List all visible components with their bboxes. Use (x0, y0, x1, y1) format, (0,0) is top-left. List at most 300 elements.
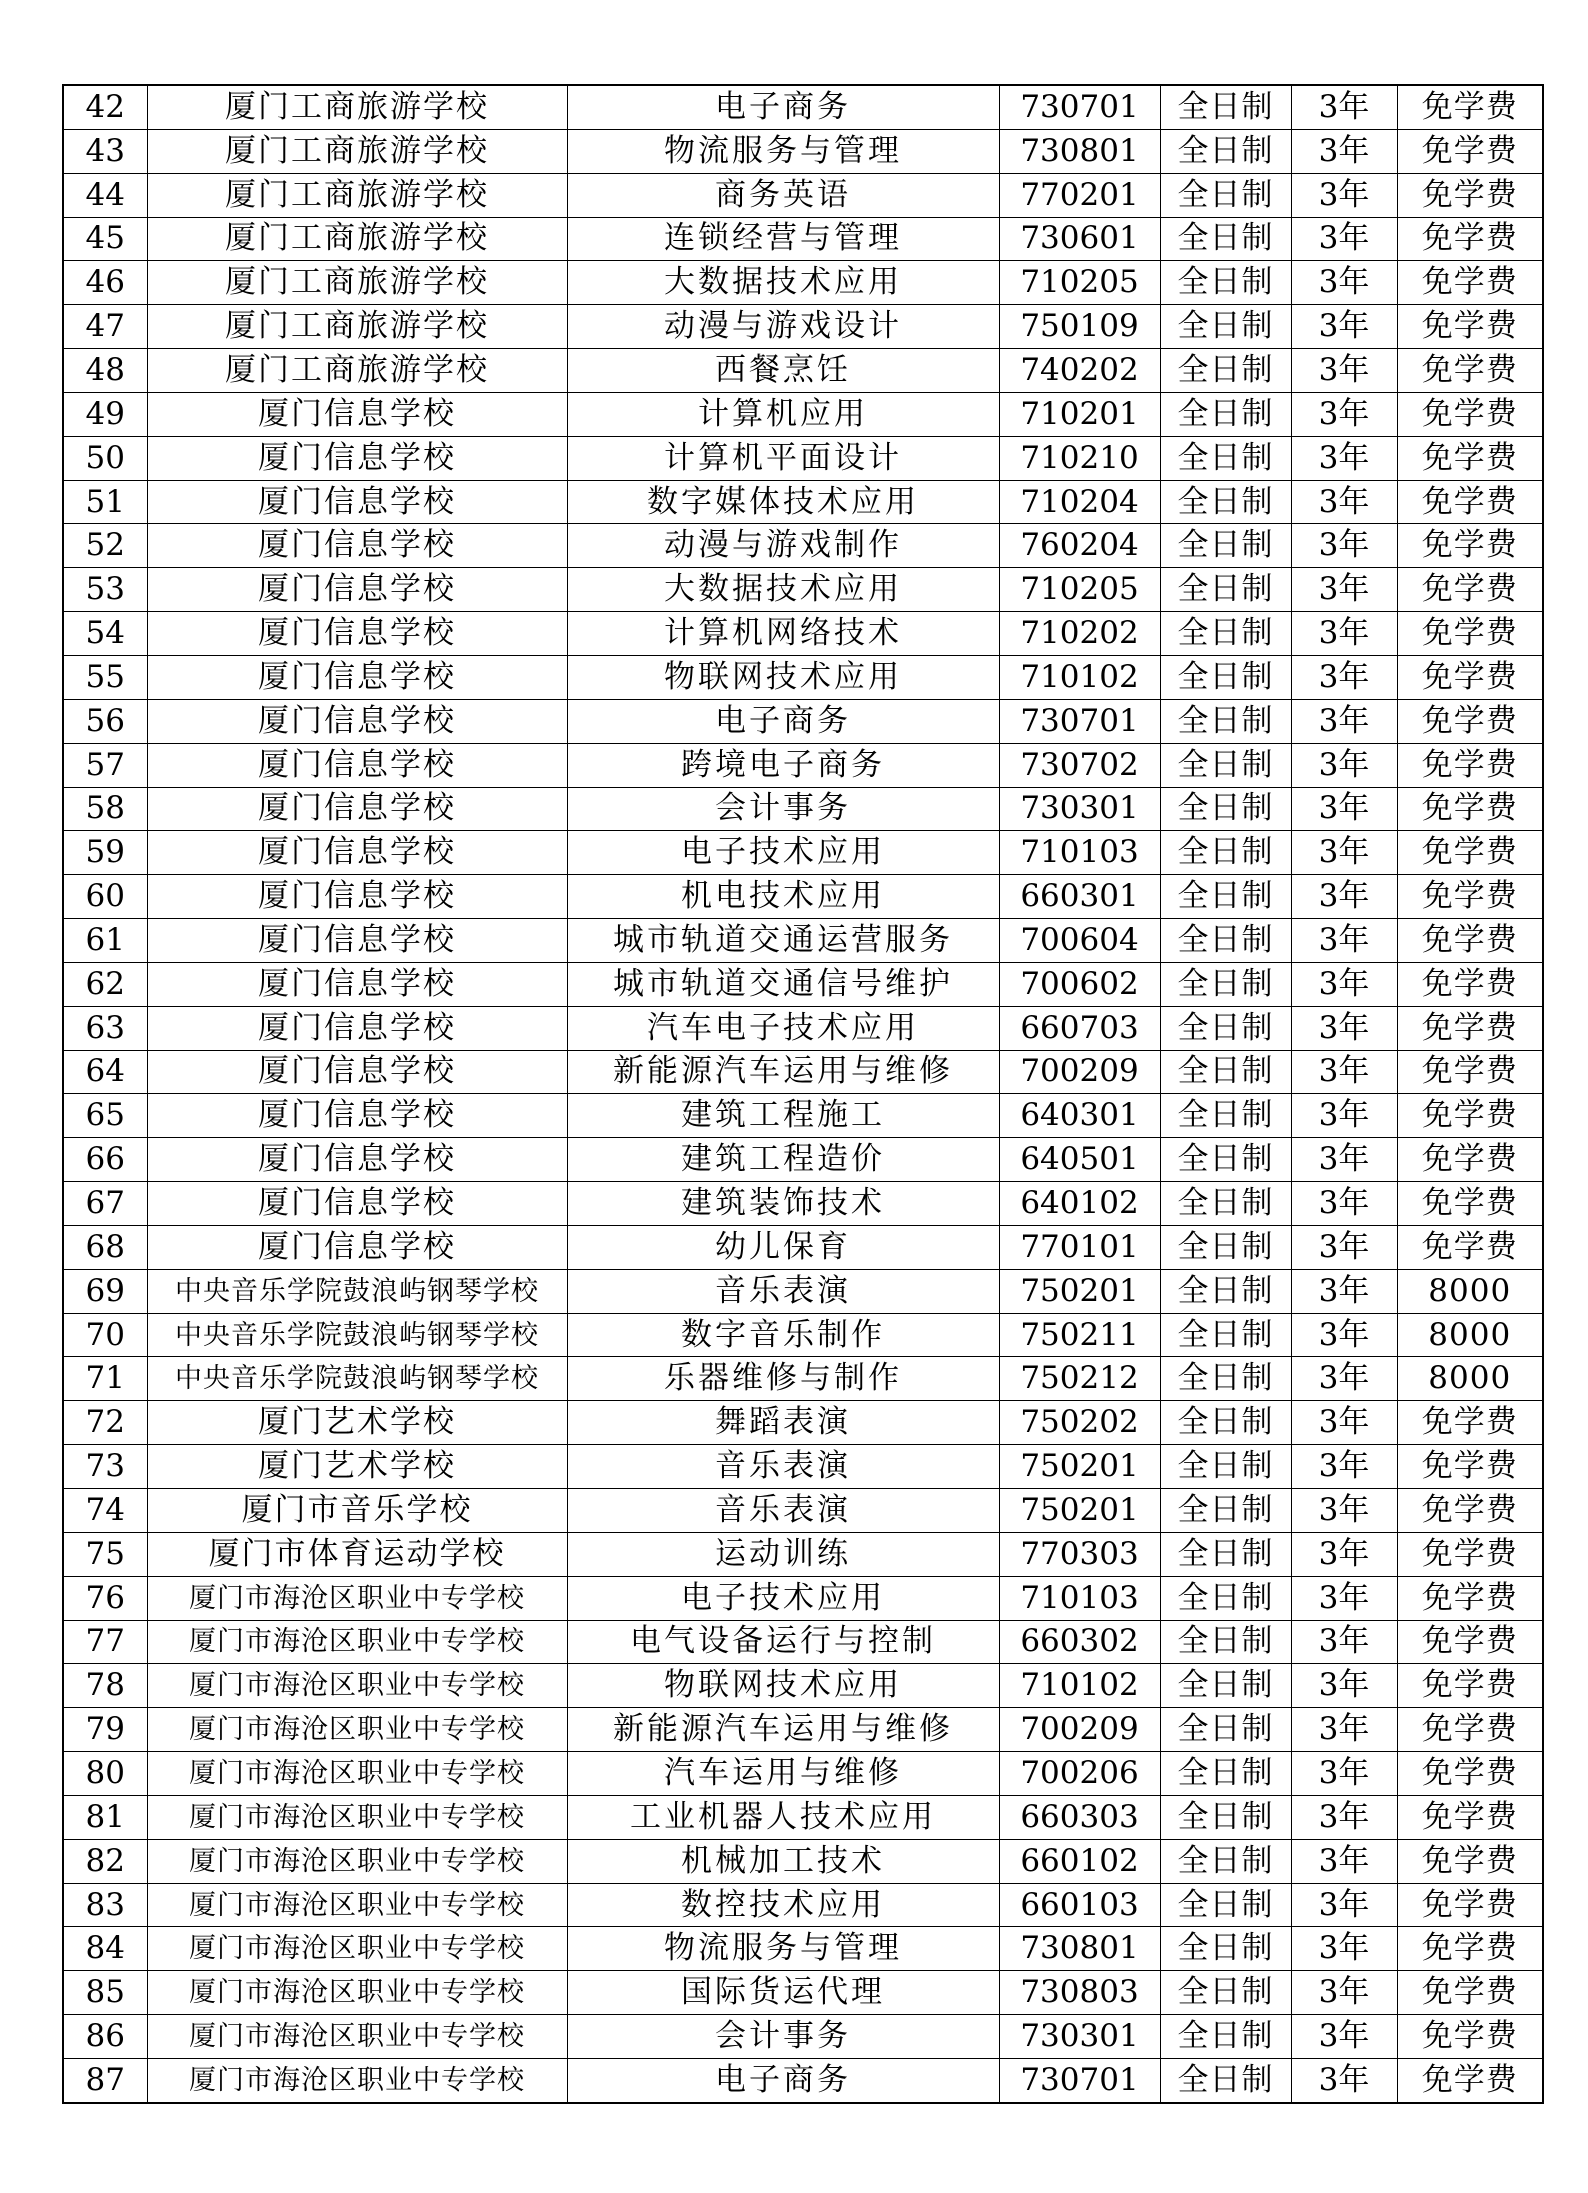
row-number-cell: 66 (63, 1138, 147, 1182)
study-mode-cell: 全日制 (1160, 1006, 1291, 1050)
row-number-cell: 73 (63, 1445, 147, 1489)
document-page (62, 84, 1542, 2104)
row-number-cell: 80 (63, 1752, 147, 1796)
row-number-cell: 61 (63, 919, 147, 963)
table-row (63, 217, 1543, 261)
duration-cell: 3年 (1291, 1576, 1397, 1620)
school-name-cell: 厦门市体育运动学校 (147, 1532, 567, 1576)
duration-cell: 3年 (1291, 787, 1397, 831)
major-code-cell: 710205 (999, 568, 1160, 612)
row-number-cell: 42 (63, 85, 147, 129)
study-mode-cell: 全日制 (1160, 436, 1291, 480)
table-row (63, 1752, 1543, 1796)
row-number-cell: 44 (63, 173, 147, 217)
major-code-cell: 730301 (999, 2015, 1160, 2059)
study-mode-cell: 全日制 (1160, 2015, 1291, 2059)
duration-cell: 3年 (1291, 743, 1397, 787)
duration-cell: 3年 (1291, 2015, 1397, 2059)
table-row (63, 1006, 1543, 1050)
table-row (63, 1927, 1543, 1971)
major-name-cell: 新能源汽车运用与维修 (567, 1050, 999, 1094)
major-code-cell: 710103 (999, 1576, 1160, 1620)
row-number-cell: 56 (63, 699, 147, 743)
major-code-cell: 730801 (999, 1927, 1160, 1971)
major-name-cell: 西餐烹饪 (567, 349, 999, 393)
school-name-cell: 厦门信息学校 (147, 1050, 567, 1094)
major-name-cell: 机械加工技术 (567, 1839, 999, 1883)
major-name-cell: 计算机应用 (567, 392, 999, 436)
school-name-cell: 厦门信息学校 (147, 831, 567, 875)
row-number-cell: 86 (63, 2015, 147, 2059)
school-name-cell: 厦门市海沧区职业中专学校 (147, 1620, 567, 1664)
school-name-cell: 厦门工商旅游学校 (147, 173, 567, 217)
major-name-cell: 数控技术应用 (567, 1883, 999, 1927)
table-body (63, 85, 1543, 2103)
major-code-cell: 640102 (999, 1182, 1160, 1226)
table-row (63, 480, 1543, 524)
tuition-fee-cell: 免学费 (1397, 2058, 1543, 2102)
major-code-cell: 700604 (999, 919, 1160, 963)
duration-cell: 3年 (1291, 480, 1397, 524)
duration-cell: 3年 (1291, 1182, 1397, 1226)
tuition-fee-cell: 免学费 (1397, 1006, 1543, 1050)
tuition-fee-cell: 免学费 (1397, 1883, 1543, 1927)
duration-cell: 3年 (1291, 349, 1397, 393)
row-number-cell: 74 (63, 1489, 147, 1533)
tuition-fee-cell: 免学费 (1397, 2015, 1543, 2059)
table-row (63, 1620, 1543, 1664)
duration-cell: 3年 (1291, 436, 1397, 480)
row-number-cell: 53 (63, 568, 147, 612)
study-mode-cell: 全日制 (1160, 1664, 1291, 1708)
major-name-cell: 运动训练 (567, 1532, 999, 1576)
study-mode-cell: 全日制 (1160, 524, 1291, 568)
major-code-cell: 750211 (999, 1313, 1160, 1357)
school-name-cell: 厦门信息学校 (147, 1225, 567, 1269)
study-mode-cell: 全日制 (1160, 1532, 1291, 1576)
major-code-cell: 730701 (999, 85, 1160, 129)
major-code-cell: 660102 (999, 1839, 1160, 1883)
school-name-cell: 厦门市海沧区职业中专学校 (147, 1927, 567, 1971)
major-name-cell: 计算机网络技术 (567, 612, 999, 656)
table-row (63, 1050, 1543, 1094)
row-number-cell: 70 (63, 1313, 147, 1357)
tuition-fee-cell: 免学费 (1397, 655, 1543, 699)
major-name-cell: 物流服务与管理 (567, 1927, 999, 1971)
duration-cell: 3年 (1291, 831, 1397, 875)
duration-cell: 3年 (1291, 217, 1397, 261)
major-code-cell: 700209 (999, 1050, 1160, 1094)
duration-cell: 3年 (1291, 1225, 1397, 1269)
major-code-cell: 730701 (999, 2058, 1160, 2102)
duration-cell: 3年 (1291, 1927, 1397, 1971)
school-name-cell: 厦门工商旅游学校 (147, 305, 567, 349)
table-row (63, 655, 1543, 699)
duration-cell: 3年 (1291, 1532, 1397, 1576)
row-number-cell: 85 (63, 1971, 147, 2015)
row-number-cell: 65 (63, 1094, 147, 1138)
major-name-cell: 城市轨道交通运营服务 (567, 919, 999, 963)
major-name-cell: 建筑工程造价 (567, 1138, 999, 1182)
study-mode-cell: 全日制 (1160, 1839, 1291, 1883)
study-mode-cell: 全日制 (1160, 919, 1291, 963)
tuition-fee-cell: 免学费 (1397, 1445, 1543, 1489)
tuition-fee-cell: 免学费 (1397, 1971, 1543, 2015)
school-name-cell: 厦门信息学校 (147, 480, 567, 524)
duration-cell: 3年 (1291, 129, 1397, 173)
duration-cell: 3年 (1291, 1401, 1397, 1445)
major-code-cell: 730701 (999, 699, 1160, 743)
study-mode-cell: 全日制 (1160, 85, 1291, 129)
study-mode-cell: 全日制 (1160, 1708, 1291, 1752)
major-name-cell: 幼儿保育 (567, 1225, 999, 1269)
row-number-cell: 64 (63, 1050, 147, 1094)
major-name-cell: 物联网技术应用 (567, 1664, 999, 1708)
tuition-fee-cell: 免学费 (1397, 1620, 1543, 1664)
study-mode-cell: 全日制 (1160, 1576, 1291, 1620)
table-row (63, 1357, 1543, 1401)
table-row (63, 2015, 1543, 2059)
tuition-fee-cell: 免学费 (1397, 1795, 1543, 1839)
tuition-fee-cell: 免学费 (1397, 524, 1543, 568)
school-name-cell: 厦门信息学校 (147, 1006, 567, 1050)
table-row (63, 1445, 1543, 1489)
table-row (63, 787, 1543, 831)
major-name-cell: 数字媒体技术应用 (567, 480, 999, 524)
school-name-cell: 厦门工商旅游学校 (147, 129, 567, 173)
major-code-cell: 770101 (999, 1225, 1160, 1269)
school-name-cell: 中央音乐学院鼓浪屿钢琴学校 (147, 1357, 567, 1401)
tuition-fee-cell: 免学费 (1397, 1532, 1543, 1576)
school-name-cell: 厦门信息学校 (147, 743, 567, 787)
study-mode-cell: 全日制 (1160, 1182, 1291, 1226)
major-code-cell: 750201 (999, 1269, 1160, 1313)
row-number-cell: 57 (63, 743, 147, 787)
major-name-cell: 音乐表演 (567, 1445, 999, 1489)
duration-cell: 3年 (1291, 1664, 1397, 1708)
duration-cell: 3年 (1291, 85, 1397, 129)
major-code-cell: 640301 (999, 1094, 1160, 1138)
tuition-fee-cell: 免学费 (1397, 1401, 1543, 1445)
major-name-cell: 电子商务 (567, 699, 999, 743)
school-name-cell: 厦门工商旅游学校 (147, 261, 567, 305)
duration-cell: 3年 (1291, 173, 1397, 217)
row-number-cell: 81 (63, 1795, 147, 1839)
tuition-fee-cell: 免学费 (1397, 568, 1543, 612)
row-number-cell: 47 (63, 305, 147, 349)
major-name-cell: 数字音乐制作 (567, 1313, 999, 1357)
school-name-cell: 厦门市海沧区职业中专学校 (147, 1971, 567, 2015)
major-code-cell: 660703 (999, 1006, 1160, 1050)
study-mode-cell: 全日制 (1160, 1094, 1291, 1138)
table-row (63, 962, 1543, 1006)
row-number-cell: 84 (63, 1927, 147, 1971)
study-mode-cell: 全日制 (1160, 568, 1291, 612)
major-code-cell: 750201 (999, 1489, 1160, 1533)
row-number-cell: 59 (63, 831, 147, 875)
school-name-cell: 厦门市海沧区职业中专学校 (147, 1576, 567, 1620)
major-code-cell: 750201 (999, 1445, 1160, 1489)
tuition-fee-cell: 免学费 (1397, 392, 1543, 436)
duration-cell: 3年 (1291, 1489, 1397, 1533)
major-code-cell: 770201 (999, 173, 1160, 217)
school-name-cell: 厦门信息学校 (147, 1094, 567, 1138)
row-number-cell: 67 (63, 1182, 147, 1226)
row-number-cell: 69 (63, 1269, 147, 1313)
major-code-cell: 770303 (999, 1532, 1160, 1576)
table-row (63, 1182, 1543, 1226)
school-name-cell: 厦门信息学校 (147, 919, 567, 963)
row-number-cell: 78 (63, 1664, 147, 1708)
study-mode-cell: 全日制 (1160, 1927, 1291, 1971)
school-name-cell: 厦门市音乐学校 (147, 1489, 567, 1533)
tuition-fee-cell: 8000 (1397, 1313, 1543, 1357)
table-row (63, 1269, 1543, 1313)
duration-cell: 3年 (1291, 1445, 1397, 1489)
tuition-fee-cell: 免学费 (1397, 1182, 1543, 1226)
table-row (63, 349, 1543, 393)
study-mode-cell: 全日制 (1160, 1225, 1291, 1269)
duration-cell: 3年 (1291, 1971, 1397, 2015)
school-name-cell: 厦门信息学校 (147, 436, 567, 480)
major-name-cell: 建筑工程施工 (567, 1094, 999, 1138)
table-row (63, 919, 1543, 963)
duration-cell: 3年 (1291, 919, 1397, 963)
school-name-cell: 中央音乐学院鼓浪屿钢琴学校 (147, 1269, 567, 1313)
tuition-fee-cell: 免学费 (1397, 436, 1543, 480)
tuition-fee-cell: 免学费 (1397, 612, 1543, 656)
school-name-cell: 厦门信息学校 (147, 568, 567, 612)
table-row (63, 1883, 1543, 1927)
major-code-cell: 730301 (999, 787, 1160, 831)
tuition-fee-cell: 免学费 (1397, 305, 1543, 349)
study-mode-cell: 全日制 (1160, 1050, 1291, 1094)
school-name-cell: 厦门信息学校 (147, 1138, 567, 1182)
school-name-cell: 厦门信息学校 (147, 392, 567, 436)
table-row (63, 743, 1543, 787)
table-row (63, 1138, 1543, 1182)
duration-cell: 3年 (1291, 1094, 1397, 1138)
row-number-cell: 72 (63, 1401, 147, 1445)
table-row (63, 1971, 1543, 2015)
duration-cell: 3年 (1291, 568, 1397, 612)
school-name-cell: 厦门市海沧区职业中专学校 (147, 1795, 567, 1839)
school-name-cell: 厦门市海沧区职业中专学校 (147, 1664, 567, 1708)
row-number-cell: 62 (63, 962, 147, 1006)
school-name-cell: 厦门工商旅游学校 (147, 85, 567, 129)
major-name-cell: 大数据技术应用 (567, 568, 999, 612)
tuition-fee-cell: 免学费 (1397, 85, 1543, 129)
study-mode-cell: 全日制 (1160, 349, 1291, 393)
major-name-cell: 电子商务 (567, 2058, 999, 2102)
study-mode-cell: 全日制 (1160, 129, 1291, 173)
row-number-cell: 63 (63, 1006, 147, 1050)
major-code-cell: 730803 (999, 1971, 1160, 2015)
enrollment-table (62, 84, 1544, 2104)
tuition-fee-cell: 免学费 (1397, 173, 1543, 217)
table-row (63, 129, 1543, 173)
major-name-cell: 动漫与游戏制作 (567, 524, 999, 568)
study-mode-cell: 全日制 (1160, 480, 1291, 524)
major-name-cell: 电气设备运行与控制 (567, 1620, 999, 1664)
major-code-cell: 700206 (999, 1752, 1160, 1796)
row-number-cell: 68 (63, 1225, 147, 1269)
major-name-cell: 电子商务 (567, 85, 999, 129)
table-row (63, 524, 1543, 568)
study-mode-cell: 全日制 (1160, 743, 1291, 787)
tuition-fee-cell: 免学费 (1397, 1050, 1543, 1094)
tuition-fee-cell: 免学费 (1397, 1927, 1543, 1971)
tuition-fee-cell: 免学费 (1397, 743, 1543, 787)
tuition-fee-cell: 免学费 (1397, 787, 1543, 831)
major-name-cell: 电子技术应用 (567, 831, 999, 875)
table-row (63, 436, 1543, 480)
major-name-cell: 音乐表演 (567, 1489, 999, 1533)
tuition-fee-cell: 免学费 (1397, 1839, 1543, 1883)
table-row (63, 1313, 1543, 1357)
table-row (63, 305, 1543, 349)
tuition-fee-cell: 8000 (1397, 1357, 1543, 1401)
study-mode-cell: 全日制 (1160, 1445, 1291, 1489)
duration-cell: 3年 (1291, 699, 1397, 743)
table-row (63, 831, 1543, 875)
study-mode-cell: 全日制 (1160, 1357, 1291, 1401)
school-name-cell: 厦门工商旅游学校 (147, 349, 567, 393)
tuition-fee-cell: 免学费 (1397, 962, 1543, 1006)
study-mode-cell: 全日制 (1160, 1313, 1291, 1357)
major-code-cell: 750109 (999, 305, 1160, 349)
duration-cell: 3年 (1291, 305, 1397, 349)
row-number-cell: 54 (63, 612, 147, 656)
major-name-cell: 物联网技术应用 (567, 655, 999, 699)
row-number-cell: 51 (63, 480, 147, 524)
major-code-cell: 710102 (999, 655, 1160, 699)
duration-cell: 3年 (1291, 1883, 1397, 1927)
school-name-cell: 厦门信息学校 (147, 699, 567, 743)
study-mode-cell: 全日制 (1160, 1971, 1291, 2015)
major-code-cell: 660103 (999, 1883, 1160, 1927)
duration-cell: 3年 (1291, 1138, 1397, 1182)
study-mode-cell: 全日制 (1160, 1138, 1291, 1182)
study-mode-cell: 全日制 (1160, 261, 1291, 305)
table-row (63, 612, 1543, 656)
study-mode-cell: 全日制 (1160, 655, 1291, 699)
tuition-fee-cell: 免学费 (1397, 1094, 1543, 1138)
study-mode-cell: 全日制 (1160, 612, 1291, 656)
school-name-cell: 厦门信息学校 (147, 655, 567, 699)
table-row (63, 1708, 1543, 1752)
study-mode-cell: 全日制 (1160, 1752, 1291, 1796)
tuition-fee-cell: 免学费 (1397, 349, 1543, 393)
major-name-cell: 国际货运代理 (567, 1971, 999, 2015)
major-name-cell: 动漫与游戏设计 (567, 305, 999, 349)
major-name-cell: 工业机器人技术应用 (567, 1795, 999, 1839)
tuition-fee-cell: 免学费 (1397, 699, 1543, 743)
school-name-cell: 厦门信息学校 (147, 962, 567, 1006)
table-row (63, 1839, 1543, 1883)
major-code-cell: 710204 (999, 480, 1160, 524)
major-name-cell: 新能源汽车运用与维修 (567, 1708, 999, 1752)
row-number-cell: 52 (63, 524, 147, 568)
major-code-cell: 730801 (999, 129, 1160, 173)
major-code-cell: 660302 (999, 1620, 1160, 1664)
row-number-cell: 83 (63, 1883, 147, 1927)
tuition-fee-cell: 免学费 (1397, 480, 1543, 524)
major-code-cell: 640501 (999, 1138, 1160, 1182)
study-mode-cell: 全日制 (1160, 875, 1291, 919)
major-name-cell: 会计事务 (567, 787, 999, 831)
study-mode-cell: 全日制 (1160, 787, 1291, 831)
major-name-cell: 计算机平面设计 (567, 436, 999, 480)
tuition-fee-cell: 免学费 (1397, 129, 1543, 173)
school-name-cell: 厦门市海沧区职业中专学校 (147, 1752, 567, 1796)
row-number-cell: 50 (63, 436, 147, 480)
tuition-fee-cell: 免学费 (1397, 1752, 1543, 1796)
row-number-cell: 75 (63, 1532, 147, 1576)
major-code-cell: 760204 (999, 524, 1160, 568)
study-mode-cell: 全日制 (1160, 1269, 1291, 1313)
major-name-cell: 跨境电子商务 (567, 743, 999, 787)
major-code-cell: 750212 (999, 1357, 1160, 1401)
table-row (63, 1664, 1543, 1708)
major-code-cell: 700209 (999, 1708, 1160, 1752)
table-row (63, 261, 1543, 305)
row-number-cell: 43 (63, 129, 147, 173)
tuition-fee-cell: 免学费 (1397, 261, 1543, 305)
major-name-cell: 城市轨道交通信号维护 (567, 962, 999, 1006)
school-name-cell: 厦门信息学校 (147, 524, 567, 568)
duration-cell: 3年 (1291, 612, 1397, 656)
tuition-fee-cell: 免学费 (1397, 875, 1543, 919)
study-mode-cell: 全日制 (1160, 831, 1291, 875)
duration-cell: 3年 (1291, 1708, 1397, 1752)
school-name-cell: 厦门信息学校 (147, 787, 567, 831)
row-number-cell: 46 (63, 261, 147, 305)
school-name-cell: 厦门市海沧区职业中专学校 (147, 2058, 567, 2102)
duration-cell: 3年 (1291, 1795, 1397, 1839)
row-number-cell: 48 (63, 349, 147, 393)
study-mode-cell: 全日制 (1160, 305, 1291, 349)
duration-cell: 3年 (1291, 1050, 1397, 1094)
study-mode-cell: 全日制 (1160, 173, 1291, 217)
table-row (63, 85, 1543, 129)
school-name-cell: 厦门信息学校 (147, 875, 567, 919)
row-number-cell: 77 (63, 1620, 147, 1664)
major-name-cell: 商务英语 (567, 173, 999, 217)
duration-cell: 3年 (1291, 524, 1397, 568)
row-number-cell: 87 (63, 2058, 147, 2102)
duration-cell: 3年 (1291, 392, 1397, 436)
school-name-cell: 厦门市海沧区职业中专学校 (147, 1839, 567, 1883)
school-name-cell: 厦门艺术学校 (147, 1445, 567, 1489)
duration-cell: 3年 (1291, 962, 1397, 1006)
table-row (63, 392, 1543, 436)
row-number-cell: 58 (63, 787, 147, 831)
tuition-fee-cell: 免学费 (1397, 1576, 1543, 1620)
study-mode-cell: 全日制 (1160, 392, 1291, 436)
duration-cell: 3年 (1291, 875, 1397, 919)
school-name-cell: 中央音乐学院鼓浪屿钢琴学校 (147, 1313, 567, 1357)
table-row (63, 1532, 1543, 1576)
duration-cell: 3年 (1291, 1269, 1397, 1313)
study-mode-cell: 全日制 (1160, 217, 1291, 261)
major-name-cell: 大数据技术应用 (567, 261, 999, 305)
tuition-fee-cell: 免学费 (1397, 217, 1543, 261)
duration-cell: 3年 (1291, 1620, 1397, 1664)
major-code-cell: 730601 (999, 217, 1160, 261)
duration-cell: 3年 (1291, 1006, 1397, 1050)
school-name-cell: 厦门市海沧区职业中专学校 (147, 2015, 567, 2059)
